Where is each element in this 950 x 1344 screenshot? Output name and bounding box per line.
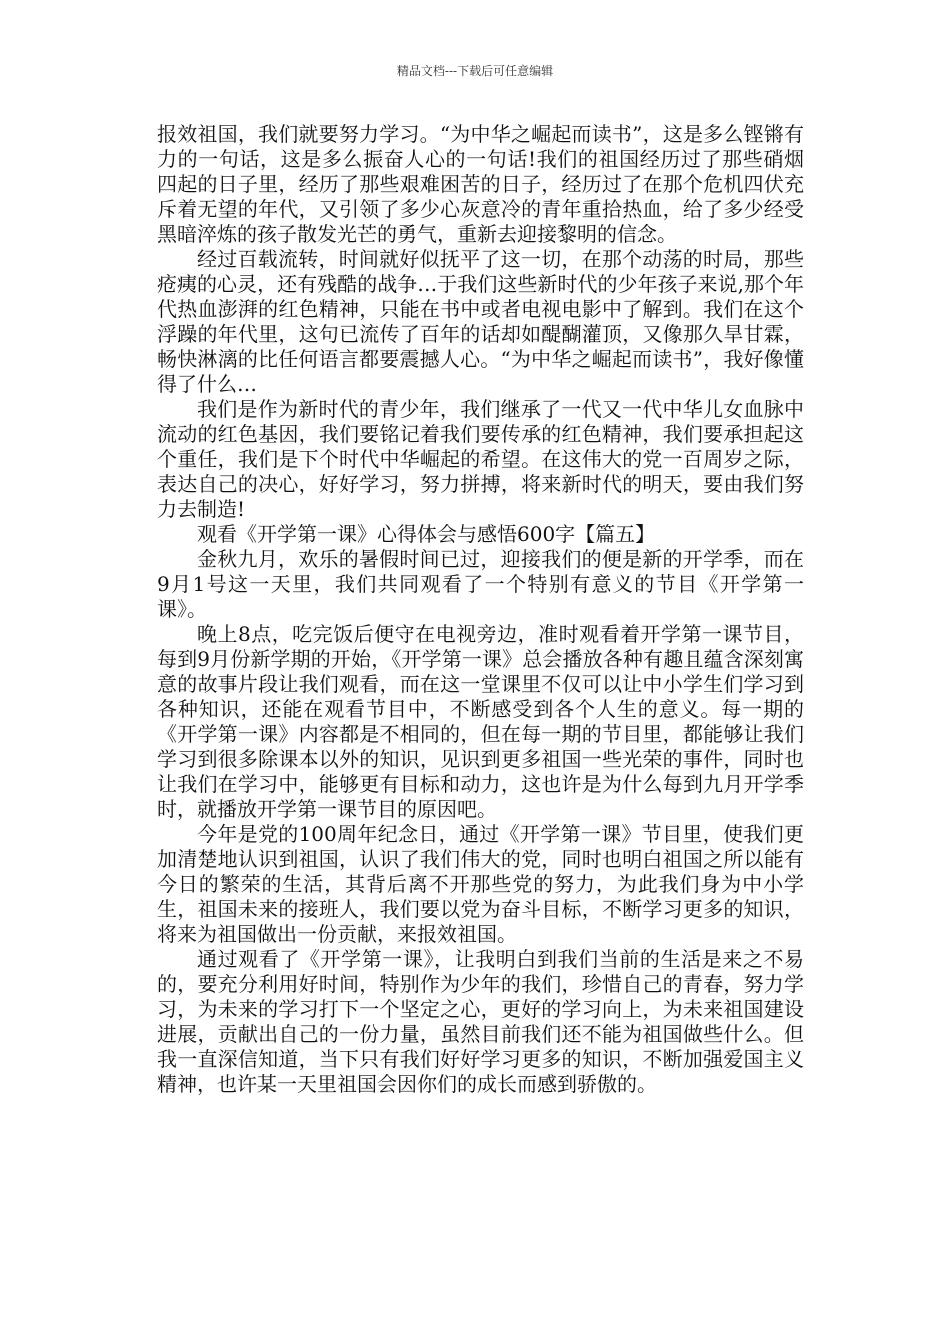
paragraph-5: 金秋九月，欢乐的暑假时间已过，迎接我们的便是新的开学季，而在9月1号这一天里，我们共同观看了一个特别有意义的节目《开学第一课》。 — [157, 547, 804, 621]
section-heading: 观看《开学第一课》心得体会与感悟600字【篇五】 — [197, 522, 656, 546]
document-body — [157, 122, 804, 1097]
paragraph-2: 经过百载流转，时间就好似抚平了这一切，在那个动荡的时局，那些疮痍的心灵，还有残酷的战争…于我们这些新时代的少年孩子来说,那个年代热血澎湃的红色精神，只能在书中或者电视电影中了解到。我们在这个浮躁的年代里，这句已流传了百年的话却如醍醐灌顶，又像那久旱甘霖，畅快淋漓的比任何语言都要震撼人心。“为中华之崛起而读书”，我好像懂得了什么… — [157, 247, 804, 396]
paragraph-3: 我们是作为新时代的青少年，我们继承了一代又一代中华儿女血脉中流动的红色基因，我们要铭记着我们要传承的红色精神，我们要承担起这个重任，我们是下个时代中华崛起的希望。在这伟大的党一百周岁之际，表达自己的决心，好好学习，努力拼搏，将来新时代的明天，要由我们努力去制造! — [157, 397, 804, 521]
page-header: 精品文档---下载后可任意编辑 — [396, 64, 554, 78]
paragraph-6: 晚上8点，吃完饭后便守在电视旁边，准时观看着开学第一课节目，每到9月份新学期的开始，《开学第一课》总会播放各种有趣且蕴含深刻寓意的故事片段让我们观看，而在这一堂课里不仅可以让中小学生们学习到各种知识，还能在观看节目中，不断感受到各个人生的意义。每一期的《开学第一课》内容都是不相同的，但在每一期的节目里，都能够让我们学习到很多除课本以外的知识，见识到更多祖国一些光荣的事件，同时也让我们在学习中，能够更有目标和动力，这也许是为什么每到九月开学季时，就播放开学第一课节目的原因吧。 — [157, 622, 804, 821]
paragraph-7: 今年是党的100周年纪念日，通过《开学第一课》节目里，使我们更加清楚地认识到祖国，认识了我们伟大的党，同时也明白祖国之所以能有今日的繁荣的生活，其背后离不开那些党的努力，为此我们身为中小学生，祖国未来的接班人，我们要以党为奋斗目标，不断学习更多的知识，将来为祖国做出一份贡献，来报效祖国。 — [157, 822, 804, 946]
paragraph-1: 报效祖国，我们就要努力学习。“为中华之崛起而读书”，这是多么铿锵有力的一句话，这是多么振奋人心的一句话!我们的祖国经历过了那些硝烟四起的日子里，经历了那些艰难困苦的日子，经历过了在那个危机四伏充斥着无望的年代，又引领了多少心灰意冷的青年重拾热血，给了多少经受黑暗淬炼的孩子散发光芒的勇气，重新去迎接黎明的信念。 — [157, 122, 804, 246]
paragraph-8: 通过观看了《开学第一课》，让我明白到我们当前的生活是来之不易的，要充分利用好时间，特别作为少年的我们，珍惜自己的青春，努力学习，为未来的学习打下一个坚定之心，更好的学习向上，为未来祖国建设进展，贡献出自己的一份力量，虽然目前我们还不能为祖国做些什么。但我一直深信知道，当下只有我们好好学习更多的知识，不断加强爱国主义精神，也许某一天里祖国会因你们的成长而感到骄傲的。 — [157, 947, 804, 1096]
